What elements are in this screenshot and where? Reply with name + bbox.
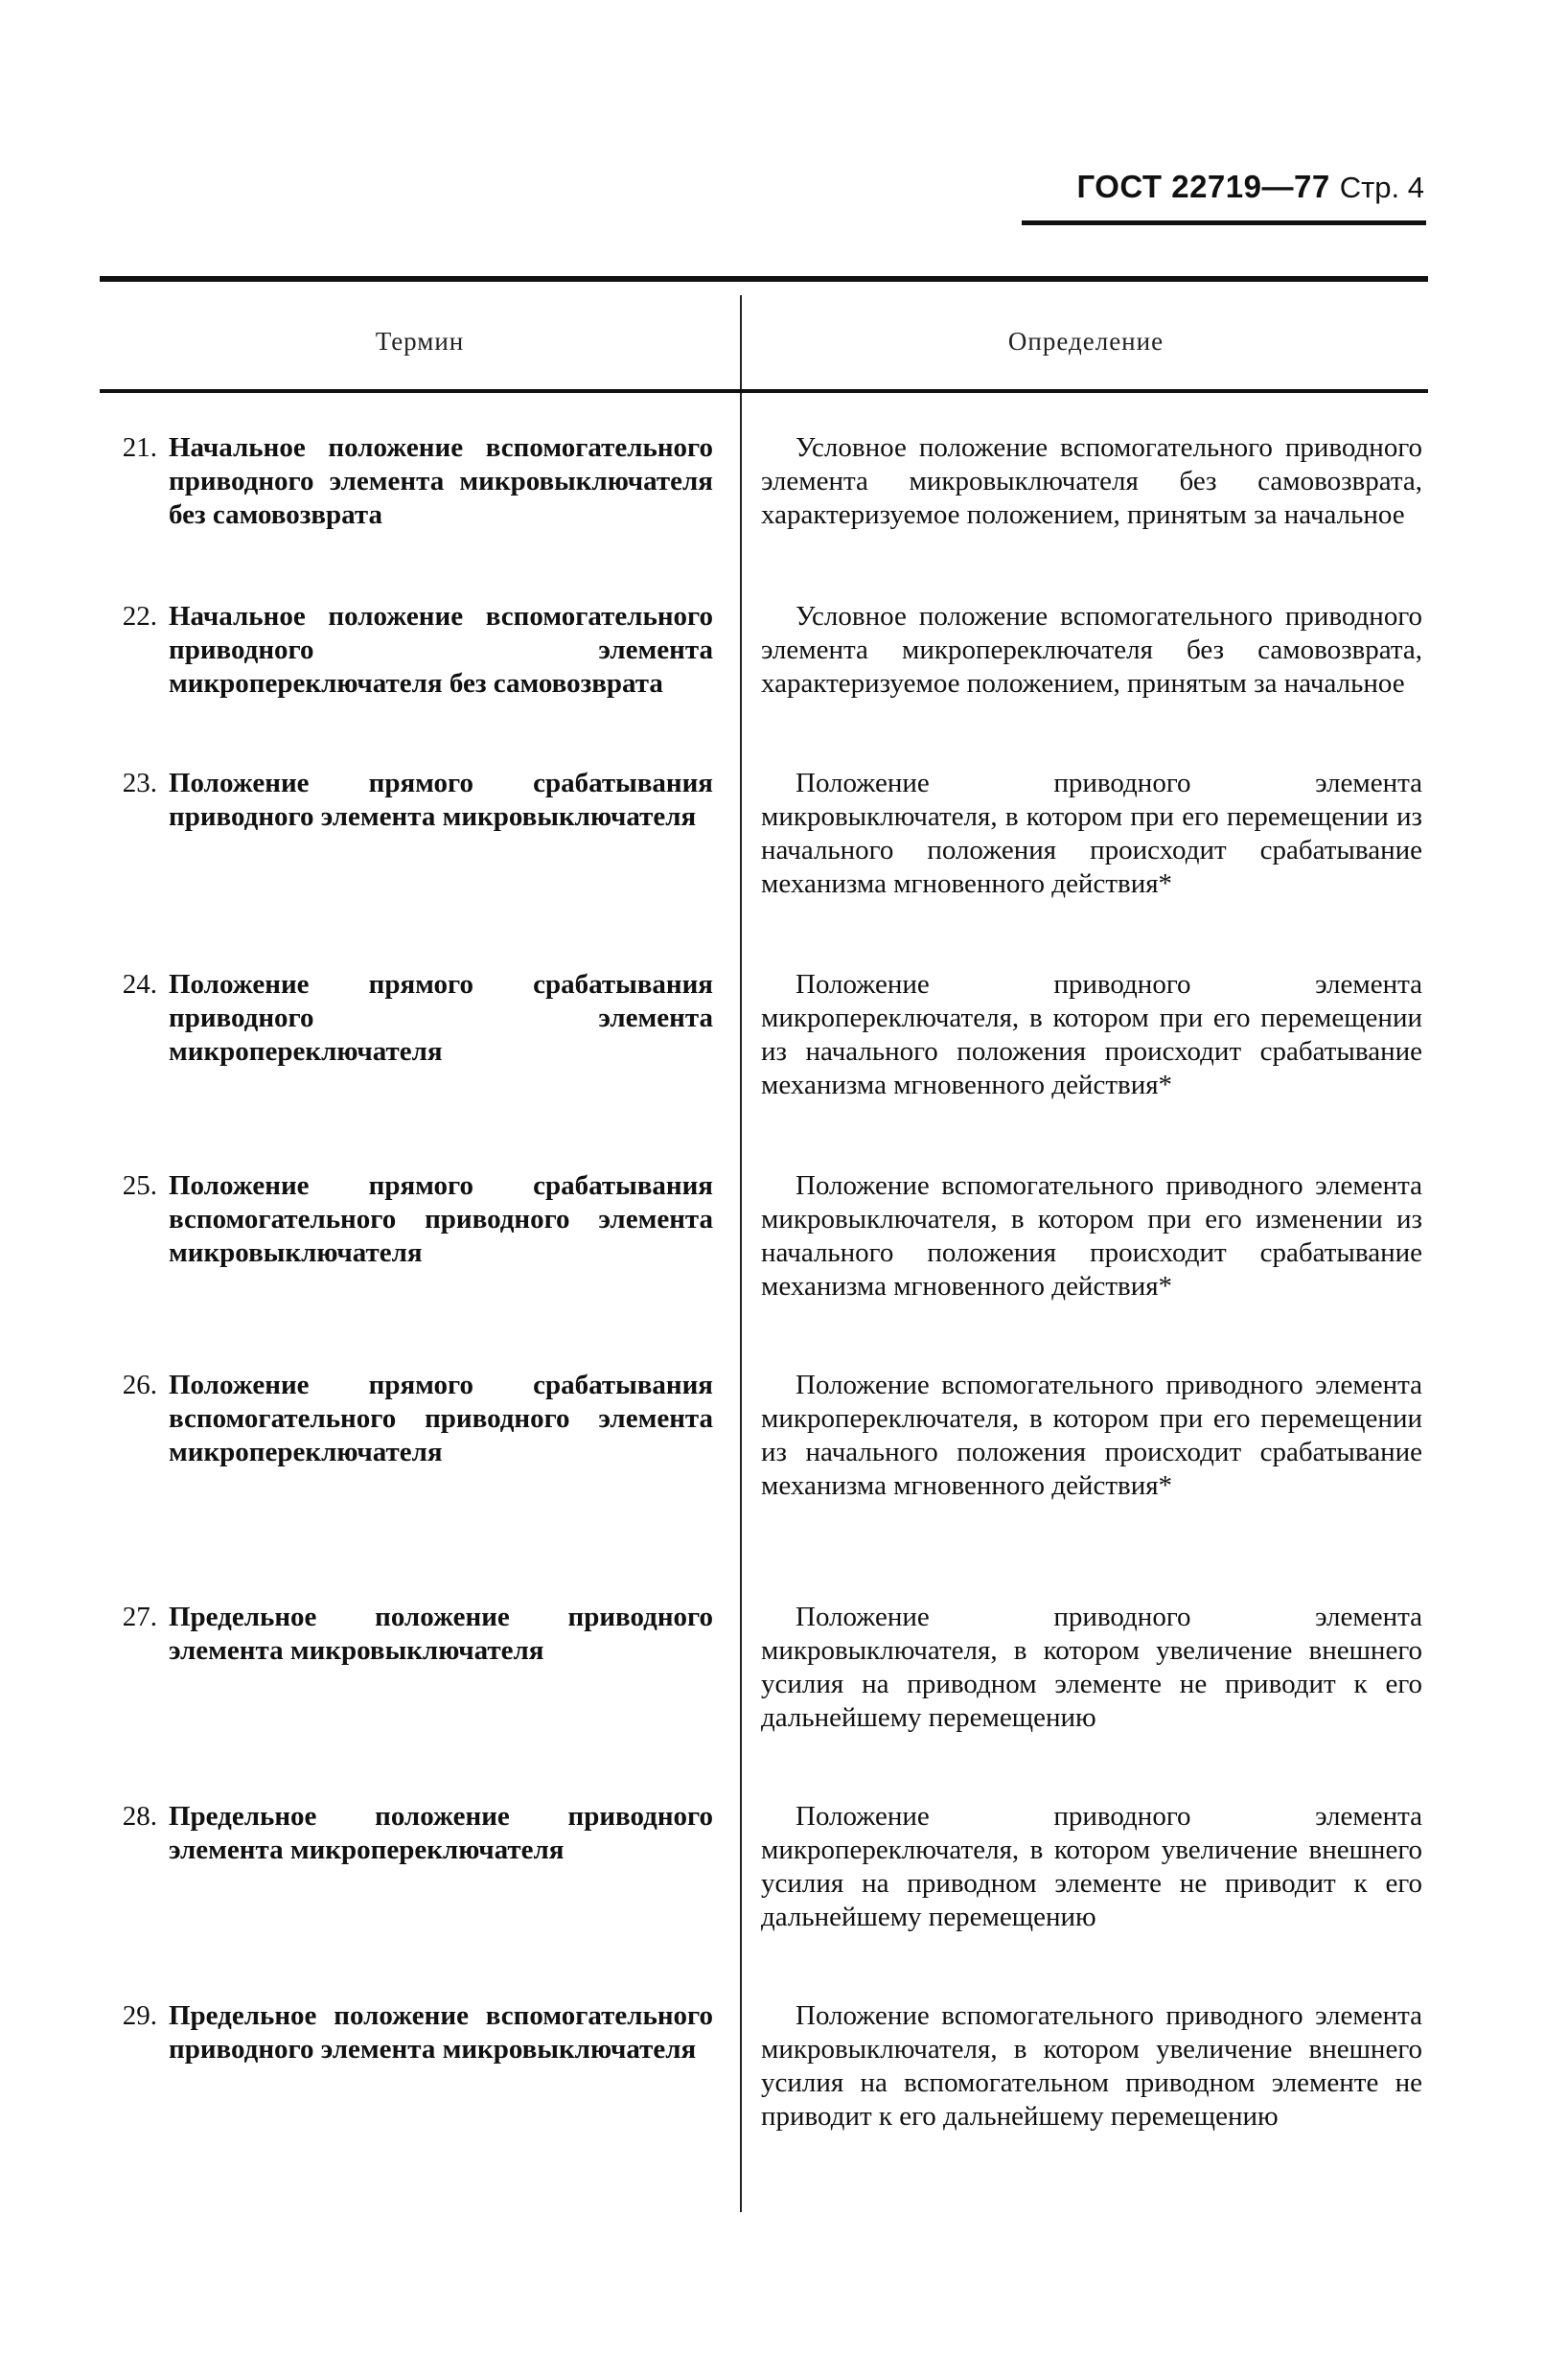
term-number: 23. [122, 768, 157, 798]
definition-cell: Условное положение вспомогательного приводного элемента микровыключателя без самовозврата, характеризуемое положением, принятым за начальное [761, 432, 1422, 530]
term-text: Положение прямого срабатывания вспомогательного приводного элемента микровыключателя [169, 1170, 713, 1268]
definition-cell: Положение приводного элемента микропереключателя, в котором при его перемещении из начального положения происходит срабатывание механизма мгновенного действия* [761, 969, 1422, 1100]
term-text: Начальное положение вспомогательного приводного элемента микропереключателя без самовозврата [169, 601, 713, 699]
definition-cell: Положение вспомогательного приводного элемента микропереключателя, в котором при его перемещении из начального положения происходит срабатывание механизма мгновенного действия* [761, 1370, 1422, 1501]
term-number: 22. [122, 601, 157, 632]
column-divider [740, 295, 742, 2212]
table-header-rule [100, 389, 1428, 393]
page-header [1076, 169, 1424, 205]
term-number: 27. [122, 1602, 157, 1632]
term-number: 25. [122, 1170, 157, 1201]
definition-cell: Положение приводного элемента микропереключателя, в котором увеличение внешнего усилия на приводном элементе не приводит к его дальнейшему перемещению [761, 1801, 1422, 1932]
term-number: 28. [122, 1801, 157, 1832]
term-number: 26. [122, 1370, 157, 1400]
page-number: Стр. 4 [1339, 171, 1424, 204]
header-rule [1022, 220, 1426, 225]
definition-cell: Условное положение вспомогательного приводного элемента микропереключателя без самовозврата, характеризуемое положением, принятым за начальное [761, 601, 1422, 699]
definition-cell: Положение вспомогательного приводного элемента микровыключателя, в котором увеличение внешнего усилия на вспомогательном приводном элементе не приводит к его дальнейшему перемещению [761, 2000, 1422, 2132]
term-text: Положение прямого срабатывания вспомогательного приводного элемента микропереключателя [169, 1370, 713, 1467]
term-text: Предельное положение приводного элемента микропереключателя [169, 1801, 713, 1865]
definition-cell: Положение приводного элемента микровыключателя, в котором увеличение внешнего усилия на приводном элементе не приводит к его дальнейшему перемещению [761, 1602, 1422, 1733]
term-number: 21. [122, 432, 157, 463]
definition-cell: Положение вспомогательного приводного элемента микровыключателя, в котором при его изменении из начального положения происходит срабатывание механизма мгновенного действия* [761, 1170, 1422, 1302]
table-top-rule [100, 276, 1428, 282]
term-text: Предельное положение вспомогательного приводного элемента микровыключателя [169, 2000, 713, 2065]
term-text: Начальное положение вспомогательного приводного элемента микровыключателя без самовозврата [169, 432, 713, 530]
term-text: Положение прямого срабатывания приводного элемента микровыключателя [169, 768, 713, 832]
column-header-term: Термин [375, 327, 465, 356]
term-number: 29. [122, 2000, 157, 2031]
term-text: Положение прямого срабатывания приводного элемента микропереключателя [169, 969, 713, 1067]
standard-number: ГОСТ 22719—77 [1076, 169, 1330, 204]
term-text: Предельное положение приводного элемента микровыключателя [169, 1602, 713, 1666]
definition-cell: Положение приводного элемента микровыключателя, в котором при его перемещении из начального положения происходит срабатывание механизма мгновенного действия* [761, 768, 1422, 899]
column-header-definition: Определение [1007, 327, 1164, 356]
term-number: 24. [122, 969, 157, 1000]
